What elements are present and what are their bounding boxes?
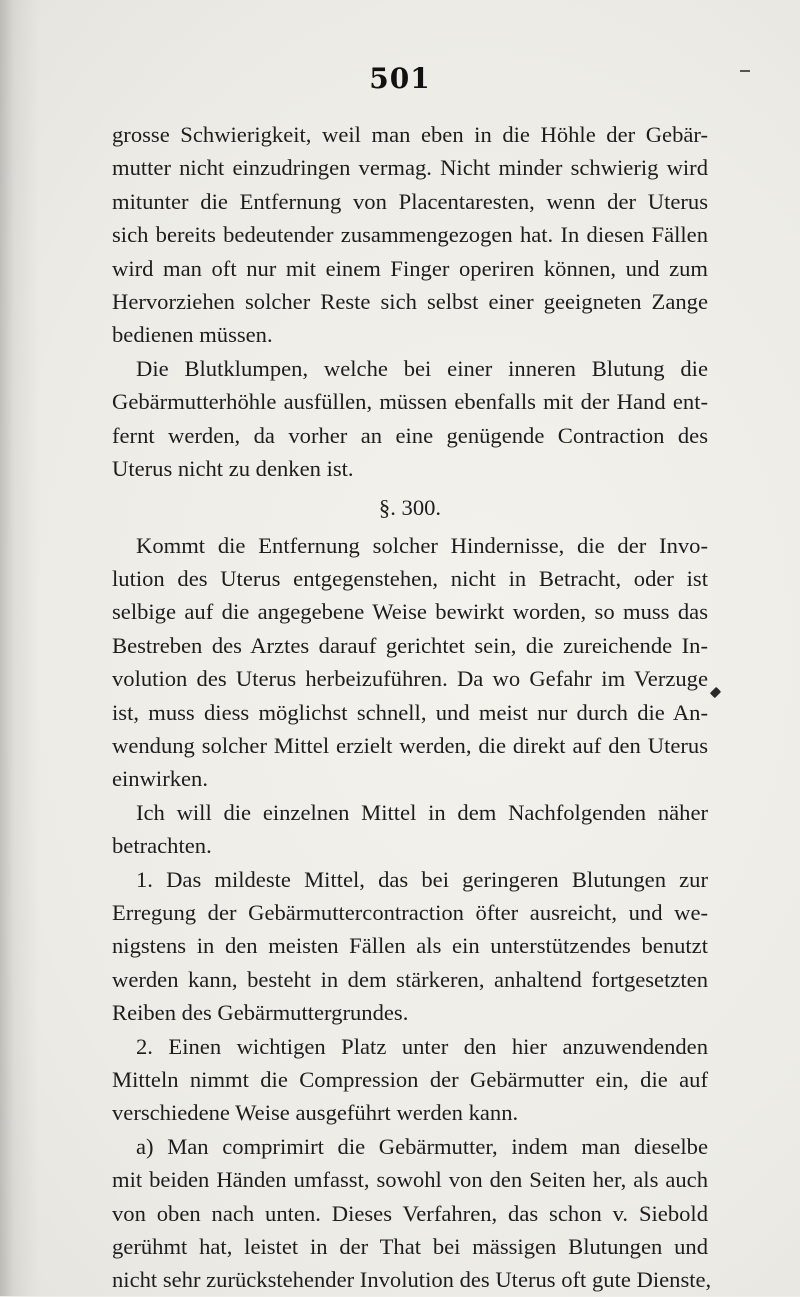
text-line: 1. Das mildeste Mittel, das bei geringeren Blutungen zur bbox=[136, 866, 708, 892]
text-line: nigstens in den meisten Fällen als ein unterstützendes benutzt bbox=[112, 933, 708, 959]
text-line: mutter nicht einzudringen vermag. Nicht minder schwierig wird bbox=[112, 155, 708, 181]
text-line: volution des Uterus herbeizuführen. Da wo Gefahr im Verzuge bbox=[112, 666, 708, 692]
text-line: Gebärmutterhöhle ausfüllen, müssen ebenfalls mit der Hand ent- bbox=[112, 389, 708, 415]
text-line: einwirken. bbox=[112, 766, 208, 792]
text-line: bedienen müssen. bbox=[112, 322, 273, 348]
text-line: Kommt die Entfernung solcher Hindernisse, die der Invo- bbox=[136, 532, 708, 558]
body-text bbox=[112, 118, 712, 1297]
section-heading: §. 300. bbox=[378, 495, 442, 521]
text-line: von oben nach unten. Dieses Verfahren, das schon v. Siebold bbox=[112, 1200, 708, 1226]
text-line: fernt werden, da vorher an eine genügende Contraction des bbox=[112, 422, 708, 448]
text-line: verschiedene Weise ausgeführt werden kann. bbox=[112, 1100, 519, 1126]
text-line: grosse Schwierigkeit, weil man eben in die Höhle der Gebär- bbox=[112, 122, 708, 147]
text-line: selbige auf die angegebene Weise bewirkt worden, so muss das bbox=[112, 599, 708, 625]
text-line: Uterus nicht zu denken ist. bbox=[112, 455, 354, 481]
text-line: sich bereits bedeutender zusammengezogen hat. In diesen Fällen bbox=[112, 222, 708, 248]
text-line: ist, muss diess möglichst schnell, und meist nur durch die An- bbox=[112, 699, 708, 725]
text-line: wendung solcher Mittel erzielt werden, die direkt auf den Uterus bbox=[112, 733, 708, 759]
text-line: a) Man comprimirt die Gebärmutter, indem man dieselbe bbox=[136, 1133, 708, 1159]
page-number: 501 bbox=[369, 62, 431, 95]
text-line: gerühmt hat, leistet in der That bei mässigen Blutungen und bbox=[112, 1233, 708, 1259]
text-line: Mitteln nimmt die Compression der Gebärmutter ein, die auf bbox=[112, 1066, 708, 1092]
text-line: lution des Uterus entgegenstehen, nicht in Betracht, oder ist bbox=[112, 566, 708, 592]
text-line: werden kann, besteht in dem stärkeren, anhaltend fortgesetzten bbox=[112, 966, 708, 992]
text-line: Ich will die einzelnen Mittel in dem Nachfolgenden näher bbox=[136, 799, 708, 825]
text-line: 2. Einen wichtigen Platz unter den hier anzuwendenden bbox=[136, 1033, 708, 1059]
text-line: Die Blutklumpen, welche bei einer inneren Blutung die bbox=[136, 355, 708, 381]
ink-smudge bbox=[710, 687, 721, 698]
text-line: mitunter die Entfernung von Placentaresten, wenn der Uterus bbox=[112, 188, 708, 214]
text-line: Hervorziehen solcher Reste sich selbst einer geeigneten Zange bbox=[112, 288, 708, 314]
text-line: Reiben des Gebärmuttergrundes. bbox=[112, 1000, 409, 1026]
text-line: nicht sehr zurückstehender Involution des Uterus oft gute Dienste, bbox=[112, 1267, 712, 1293]
text-line: mit beiden Händen umfasst, sowohl von den Seiten her, als auch bbox=[112, 1167, 708, 1193]
text-line: betrachten. bbox=[112, 833, 212, 859]
text-line: wird man oft nur mit einem Finger operiren können, und zum bbox=[112, 255, 708, 281]
text-line: Erregung der Gebärmuttercontraction öfter ausreicht, und we- bbox=[112, 899, 708, 925]
text-line: Bestreben des Arztes darauf gerichtet sein, die zureichende In- bbox=[112, 632, 708, 658]
